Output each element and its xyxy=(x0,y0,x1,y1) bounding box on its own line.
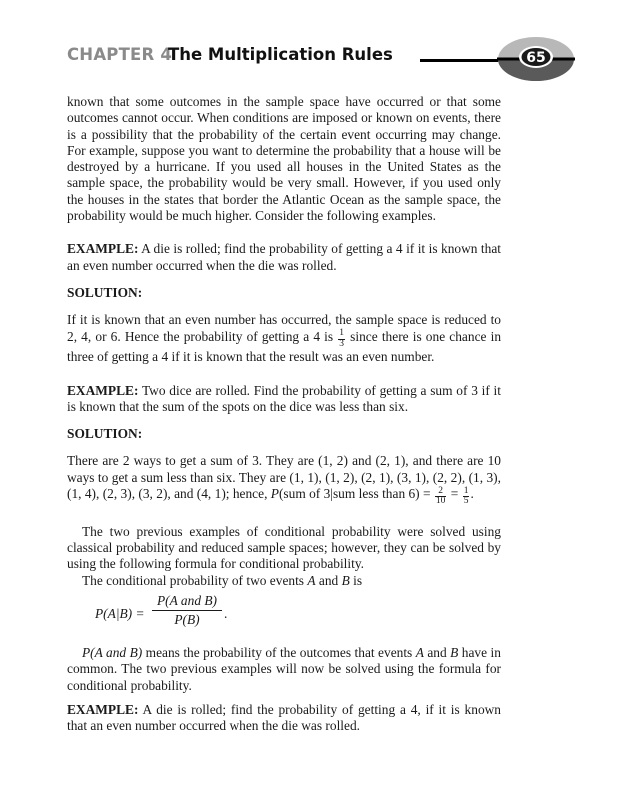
event-a: A xyxy=(415,644,424,660)
page-body xyxy=(67,94,501,734)
example-2-text: Two dice are rolled. Find the probability of getting a sum of 3 if it is known that the sum of the spots on the dice was less than six. xyxy=(67,382,502,414)
paragraph-3-text-a: P(A and B) xyxy=(82,644,143,660)
solution-1-text-a: If it is known that an even number has occurred, the sample space is reduced to 2, 4, or 6. Hence the probability of getting a 4 is xyxy=(67,312,501,344)
fraction-numerator: 1 xyxy=(339,328,345,339)
chapter-title: The Multiplication Rules xyxy=(168,45,393,64)
solution-1-text xyxy=(67,312,501,365)
solution-2-text xyxy=(67,453,501,506)
example-1-label: EXAMPLE: xyxy=(67,241,139,257)
paragraph-2-text-b: is xyxy=(353,572,363,588)
fraction-denominator: 10 xyxy=(435,496,446,507)
example-2 xyxy=(67,383,501,416)
paragraph-3-text-b: means the probability of the outcomes that events xyxy=(145,644,413,660)
fraction-numerator: 1 xyxy=(463,485,469,496)
intro-paragraph: known that some outcomes in the sample space have occurred or that some outcomes cannot occur. When conditions are imposed or known on events, there is a possibility that the probability of the certain event occurring may change. For example, suppose you want to determine the probability that a house will be destroyed by a hurricane. If you used all houses in the United States as the sample space, the probability would be very small. However, if you used only the houses in the states that border the Atlantic Ocean as the sample space, the probability would be much higher. Consider the following examples. xyxy=(67,94,501,224)
event-b: B xyxy=(341,572,350,588)
formula-fraction xyxy=(152,593,222,629)
solution-2-heading: SOLUTION: xyxy=(67,426,143,442)
conditional-probability-formula xyxy=(67,593,501,637)
example-3 xyxy=(67,702,501,735)
paragraph-conditional-intro: The two previous examples of conditional probability were solved using classical probability and reduced sample spaces; however, they can be solved by using the following formula for conditional probability. xyxy=(67,523,501,572)
solution-2-text-a: There are 2 ways to get a sum of 3. They are (1, 2) and (2, 1), and there are 10 ways to get a sum less than six. They are (1, 1), (1, 2), (2, 1), (3, 1), (2, 2), (1, 3), (1, 4), (2, 3), (3, 2), and (4, 1); hence, xyxy=(67,453,501,502)
probability-symbol: P xyxy=(270,486,279,502)
fraction-one-fifth xyxy=(463,487,470,507)
fraction-two-tenths xyxy=(435,487,447,507)
and-word: and xyxy=(427,644,447,660)
fraction-one-third xyxy=(338,329,345,349)
paragraph-formula-explanation xyxy=(67,645,501,694)
event-a: A xyxy=(307,572,316,588)
formula-left-side: P(A|B) = xyxy=(95,605,145,621)
page-header xyxy=(0,0,635,90)
sentence-end: . xyxy=(470,486,474,502)
formula-denominator: P(B) xyxy=(174,612,200,628)
solution-2-text-b: (sum of 3|sum less than 6) = xyxy=(278,486,431,502)
fraction-denominator: 5 xyxy=(463,496,469,507)
example-3-label: EXAMPLE: xyxy=(67,701,139,717)
equals-sign: = xyxy=(450,486,459,502)
example-1-text: A die is rolled; find the probability of getting a 4 if it is known that an even number occurred when the die was rolled. xyxy=(67,241,502,273)
example-2-label: EXAMPLE: xyxy=(67,382,139,398)
paragraph-3-text-c: have in common. The two previous examples will now be solved using the formula for conditional probability. xyxy=(67,644,501,693)
solution-1-heading: SOLUTION: xyxy=(67,284,143,300)
page-number: 65 xyxy=(526,50,546,66)
fraction-numerator: 2 xyxy=(435,487,447,498)
example-3-text: A die is rolled; find the probability of getting a 4, if it is known that an even number occurred when the die was rolled. xyxy=(67,701,501,734)
event-b: B xyxy=(450,644,459,660)
formula-end: . xyxy=(224,605,228,621)
solution-1-text-b: since there is one chance in three of getting a 4 if it is known that the result was an even number. xyxy=(67,328,502,365)
paragraph-conditional-definition xyxy=(67,573,501,589)
paragraph-2-text-a: The conditional probability of two events xyxy=(82,572,305,588)
chapter-label: CHAPTER 4 xyxy=(67,45,173,64)
example-1 xyxy=(67,241,501,274)
and-word: and xyxy=(318,572,339,588)
fraction-denominator: 3 xyxy=(339,338,345,349)
formula-numerator: P(A and B) xyxy=(152,593,222,611)
